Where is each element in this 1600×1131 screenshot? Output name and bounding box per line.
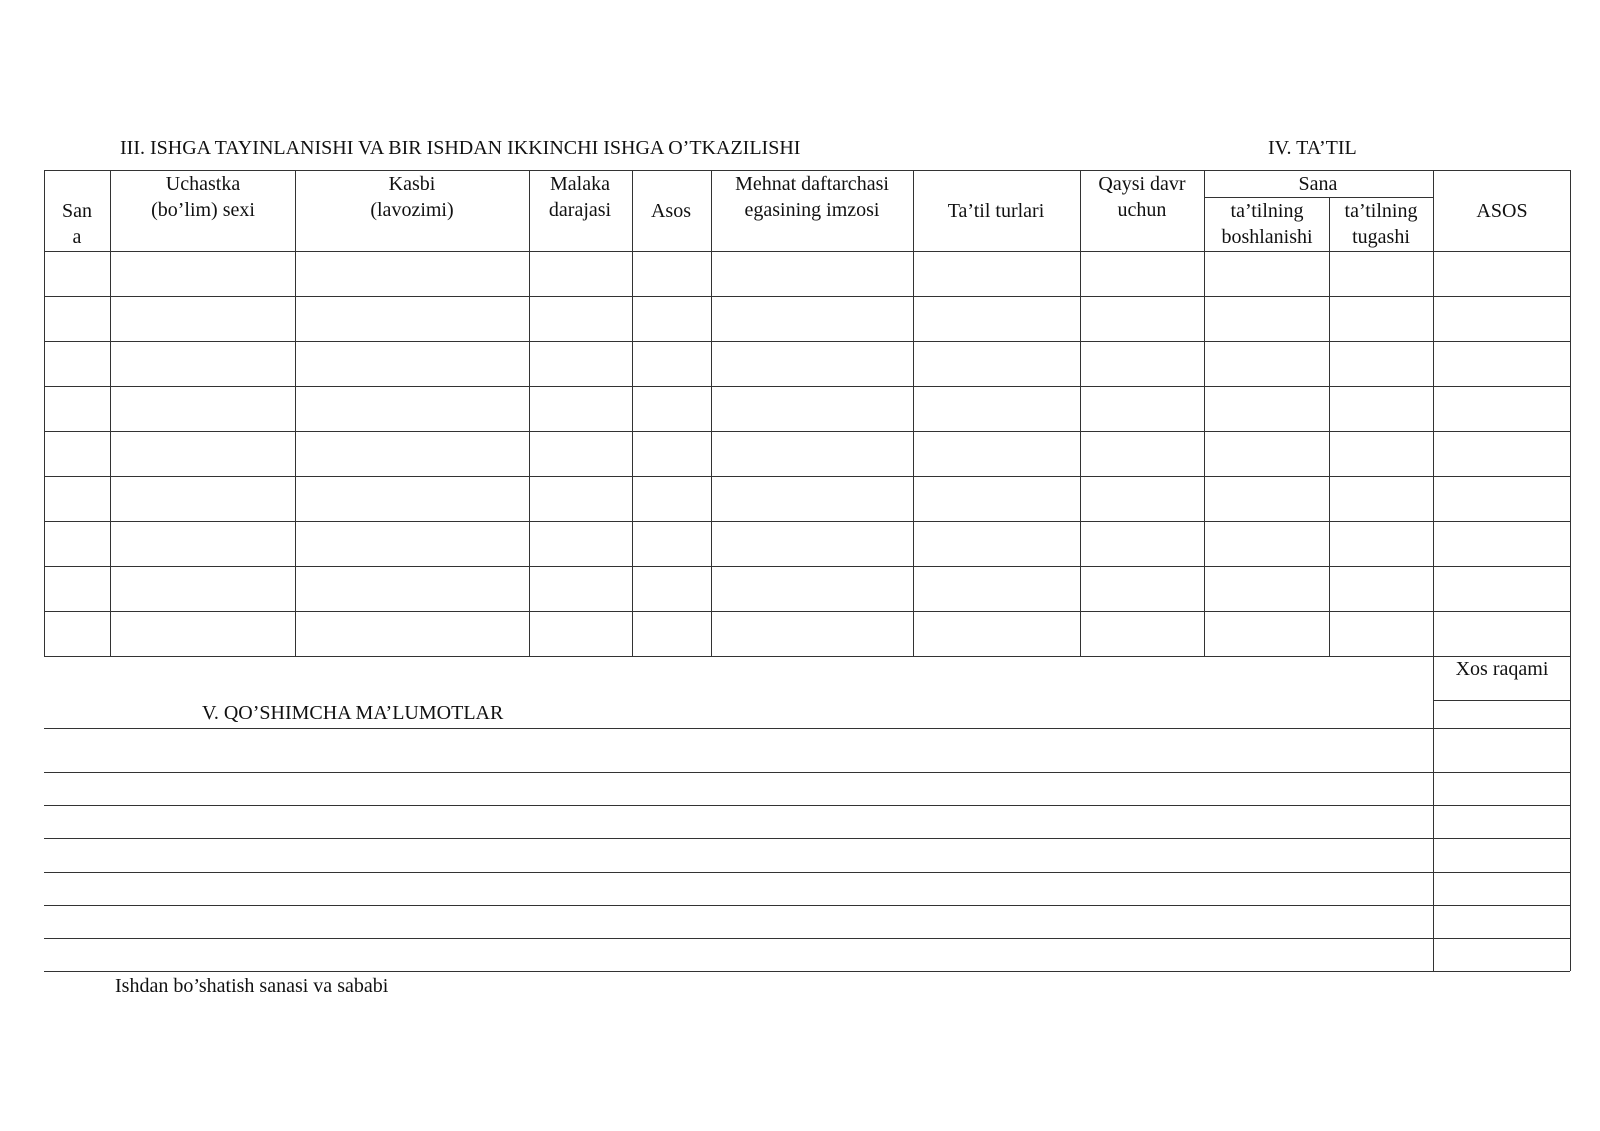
col-line — [529, 170, 530, 656]
col-line — [1329, 197, 1330, 656]
header-tatil-turlari: Ta’til turlari — [947, 200, 1045, 222]
xos-left-border — [1433, 656, 1434, 971]
info-line — [44, 971, 1570, 972]
info-line — [44, 772, 1570, 773]
col-line — [110, 170, 111, 656]
xos-raqami-label: Xos raqami — [1455, 658, 1549, 680]
row-line — [44, 431, 1570, 432]
table-bottom-border — [44, 656, 1570, 657]
header-qaysi-davr: Qaysi davr uchun — [1098, 173, 1186, 221]
xos-row-line — [1433, 700, 1570, 701]
row-line — [44, 386, 1570, 387]
row-line — [44, 476, 1570, 477]
info-line — [44, 905, 1570, 906]
header-sana: San a — [62, 200, 92, 248]
header-sana-group: Sana — [1298, 173, 1338, 195]
header-kasbi: Kasbi (lavozimi) — [370, 173, 454, 221]
header-asos-caps: ASOS — [1476, 200, 1528, 222]
info-line — [44, 938, 1570, 939]
dismissal-label: Ishdan bo’shatish sanasi va sababi — [115, 975, 389, 997]
section5-title: V. QO’SHIMCHA MA’LUMOTLAR — [202, 702, 504, 724]
col-line — [44, 170, 45, 656]
col-line — [913, 170, 914, 656]
col-line — [1204, 170, 1205, 656]
col-line — [1080, 170, 1081, 656]
row-line — [44, 611, 1570, 612]
info-line — [44, 728, 1570, 729]
header-asos: Asos — [650, 200, 692, 222]
section4-title: IV. TA’TIL — [1268, 137, 1357, 159]
col-line — [1570, 170, 1571, 656]
row-line — [44, 296, 1570, 297]
xos-right-border — [1570, 656, 1571, 971]
header-bottom-border — [44, 251, 1570, 252]
col-line — [1433, 170, 1434, 656]
info-line — [44, 872, 1570, 873]
row-line — [44, 566, 1570, 567]
row-line — [44, 341, 1570, 342]
col-line — [632, 170, 633, 656]
col-line — [295, 170, 296, 656]
header-mehnat: Mehnat daftarchasi egasining imzosi — [735, 173, 889, 221]
row-line — [44, 521, 1570, 522]
col-line — [711, 170, 712, 656]
info-line — [44, 838, 1570, 839]
header-tugashi: ta’tilning tugashi — [1344, 200, 1418, 248]
info-line — [44, 805, 1570, 806]
header-uchastka: Uchastka (bo’lim) sexi — [151, 173, 255, 221]
section3-title: III. ISHGA TAYINLANISHI VA BIR ISHDAN IKKINCHI ISHGA O’TKAZILISHI — [120, 137, 801, 159]
header-malaka: Malaka darajasi — [548, 173, 612, 221]
header-boshlanishi: ta’tilning boshlanishi — [1221, 200, 1313, 248]
